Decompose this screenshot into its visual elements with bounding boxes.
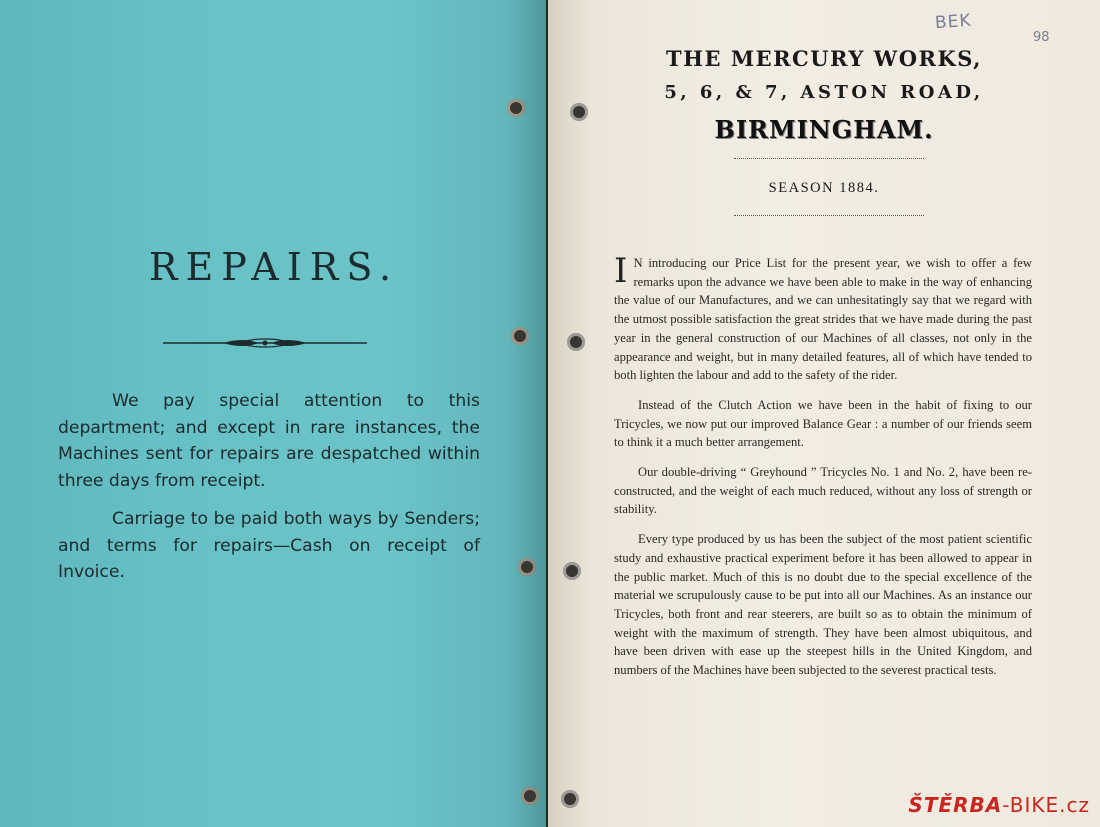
binding-hole [507,99,525,117]
binding-hole [561,790,579,808]
ornament-divider [163,335,367,351]
intro-paragraph-1 [614,251,1032,385]
repairs-title: REPAIRS. [148,245,400,289]
site-watermark [908,793,1090,817]
repairs-paragraph-1: We pay special attention to this department; and except in rare instances, the Machines sent for repairs are despatched within three days from receipt. [58,391,480,491]
binding-hole [511,327,529,345]
repairs-text [58,388,480,598]
drop-cap: I [614,251,628,291]
intro-paragraph-3: Our double-driving “ Greyhound ” Tricycles No. 1 and No. 2, have been re-constructed, and the weight of each much reduced, without any loss of strength or stability. [614,465,1032,517]
right-page-mercury-works [548,0,1100,827]
intro-paragraph-2: Instead of the Clutch Action we have been in the habit of fixing to our Tricycles, we now put our improved Balance Gear : a number of our friends seem to think it a much better arrangement. [614,397,1032,450]
intro-paragraph-1-text: N introducing our Price List for the present year, we wish to offer a few remarks upon the advance we have been able to make in the way of enhancing the value of our Manufactures, and we can unhesitatingly say that we regard with the utmost possible satisfaction the great strides that we have made during the past year in the general construction of our Machines of all classes, not only in the appearance and weight, but in many detailed features, all of which have tended to both lighten the labour and add to the safety of the rider. [614,256,1032,383]
intro-paragraph-4: Every type produced by us has been the subject of the most patient scientific study and exhaustive practical experiment before it has been allowed to appear in the public market. Much of this is no doubt due to the special excellence of the material we scrupulously cause to be put into all our Machines. As an instance our Tricycles, both front and rear steerers, are built so as to obtain the minimum of weight with the maximum of strength. They have been almost ubiquitous, and have been driven with ease up the steepest hills in the United Kingdom, and numbers of the Machines have been subjected to the severest practical tests. [614,532,1032,678]
watermark-suffix: -BIKE.cz [1002,793,1090,817]
address-heading: 5, 6, & 7, ASTON ROAD, [664,82,984,103]
dotted-rule [734,215,924,216]
watermark-brand: ŠTĚRBA [908,793,1003,817]
binding-hole [563,562,581,580]
handwritten-note-number: 98 [1033,30,1050,45]
price-list-intro [614,251,1032,691]
handwritten-note: BEK [934,10,973,34]
city-heading: BIRMINGHAM. [714,115,934,144]
left-page-repairs [0,0,548,827]
binding-hole [518,558,536,576]
repairs-paragraph-2: Carriage to be paid both ways by Senders; and terms for repairs—Cash on receipt of Invoice. [58,509,480,582]
dotted-rule [734,158,924,159]
season-heading: SEASON 1884. [768,180,880,196]
company-heading: THE MERCURY WORKS, [666,46,982,71]
binding-hole [567,333,585,351]
binding-hole [521,787,539,805]
binding-hole [570,103,588,121]
